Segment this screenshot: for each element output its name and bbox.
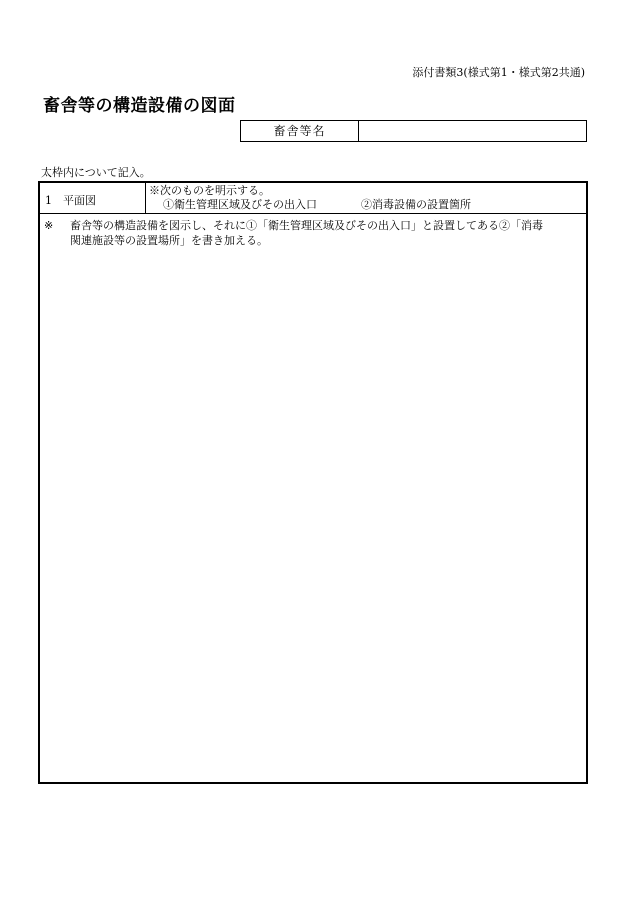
requirements-intro: ※次のものを明示する。 [149, 184, 270, 197]
page-title: 畜舎等の構造設備の図面 [43, 96, 236, 116]
requirement-item-1: ①衛生管理区域及びその出入口 [163, 198, 317, 211]
facility-name-box [240, 120, 587, 142]
attachment-label: 添付書類3(様式第1・様式第2共通) [412, 66, 585, 79]
requirement-item-2: ②消毒設備の設置箇所 [361, 198, 471, 211]
floor-plan-requirements [146, 183, 586, 213]
floor-plan-label: 1 平面図 [40, 183, 146, 213]
note-line-2: 関連施設等の設置場所」を書き加える。 [70, 234, 268, 247]
instruction-text: 太枠内について記入。 [41, 166, 151, 179]
note-text [70, 218, 580, 248]
facility-name-field[interactable] [359, 121, 586, 141]
drawing-frame [38, 181, 588, 784]
drawing-note [44, 218, 580, 248]
note-mark: ※ [44, 219, 54, 232]
requirements-items [149, 198, 586, 212]
floor-plan-row [40, 183, 586, 214]
facility-name-label: 畜舎等名 [241, 121, 359, 141]
note-line-1: 畜舎等の構造設備を図示し、それに①「衛生管理区域及びその出入口」と設置してある②「消毒 [70, 219, 543, 232]
